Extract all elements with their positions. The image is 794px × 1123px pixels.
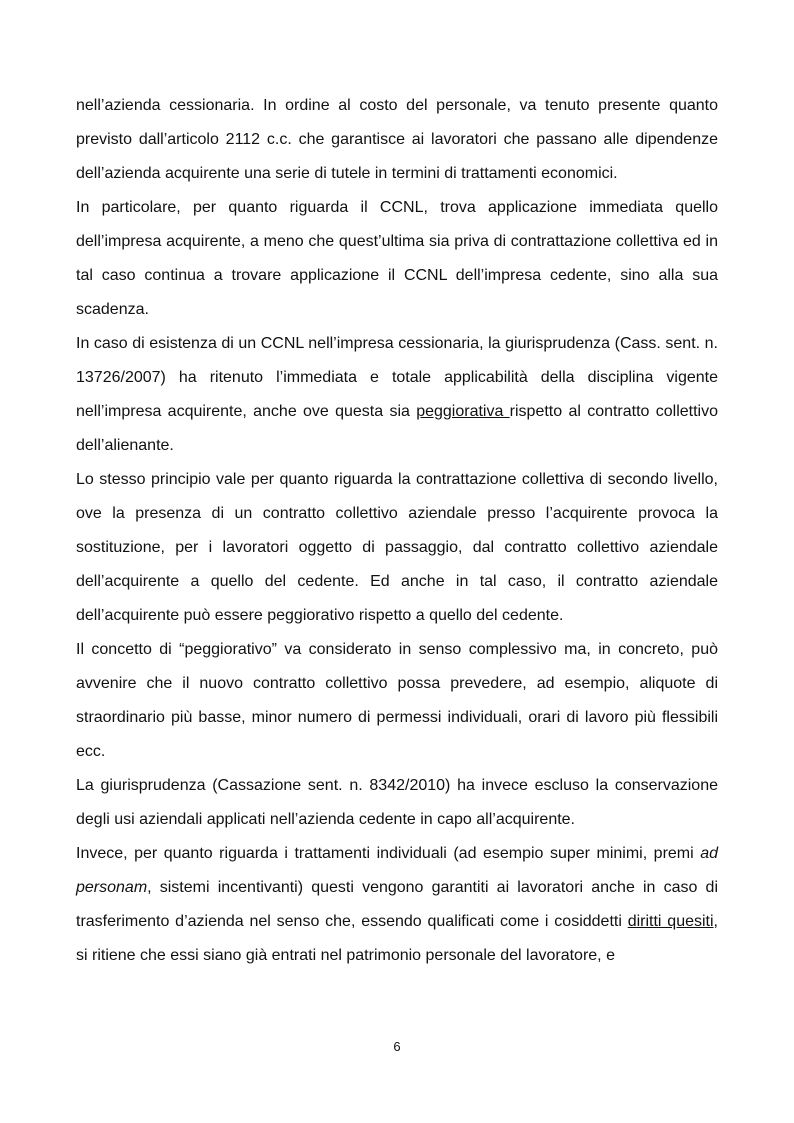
paragraph-5: Il concetto di “peggiorativo” va considerato in senso complessivo ma, in concreto, può avvenire che il nuovo contratto collettivo possa prevedere, ad esempio, aliquote di straordinario più basse, minor numero di permessi individuali, orari di lavoro più flessibili ecc. — [76, 641, 718, 760]
underlined-term-diritti-quesiti: diritti quesiti — [627, 913, 714, 930]
italic-term-ad-personam: ad personam — [76, 845, 718, 896]
paragraph-7-text-start: Invece, per quanto riguarda i trattamenti individuali (ad esempio super minimi, premi — [76, 845, 701, 862]
paragraph-3-text-start: In caso di esistenza di un CCNL nell’impresa cessionaria, la giurisprudenza (Cass. sent. n. 13726/2007) ha ritenuto l’immediata e totale applicabilità della disciplina vigente nell’impresa acquirente, anche ove questa sia — [76, 335, 718, 420]
paragraph-1: nell’azienda cessionaria. In ordine al costo del personale, va tenuto presente quanto previsto dall’articolo 2112 c.c. che garantisce ai lavoratori che passano alle dipendenze dell’azienda acquirente una serie di tutele in termini di trattamenti economici. — [76, 97, 718, 182]
paragraph-4: Lo stesso principio vale per quanto riguarda la contrattazione collettiva di secondo livello, ove la presenza di un contratto collettivo aziendale presso l’acquirente provoca la sostituzione, per i lavoratori oggetto di passaggio, dal contratto collettivo aziendale dell’acquirente a quello del cedente. Ed anche in tal caso, il contratto aziendale dell’acquirente può essere peggiorativo rispetto a quello del cedente. — [76, 471, 718, 624]
page-number: 6 — [393, 1039, 401, 1054]
underlined-term-peggiorativa: peggiorativa — [416, 403, 510, 420]
paragraph-7-text-middle: , sistemi incentivanti) questi vengono garantiti ai lavoratori anche in caso di trasferimento d’azienda nel senso che, essendo qualificati come i cosiddetti — [76, 879, 718, 930]
paragraph-6: La giurisprudenza (Cassazione sent. n. 8342/2010) ha invece escluso la conservazione degli usi aziendali applicati nell’azienda cedente in capo all’acquirente. — [76, 777, 718, 828]
paragraph-7 — [76, 837, 718, 973]
paragraph-7-text-end: , si ritiene che essi siano già entrati nel patrimonio personale del lavoratore, e — [76, 913, 718, 964]
paragraph-2: In particolare, per quanto riguarda il CCNL, trova applicazione immediata quello dell’impresa acquirente, a meno che quest’ultima sia priva di contrattazione collettiva ed in tal caso continua a trovare applicazione il CCNL dell’impresa cedente, sino alla sua scadenza. — [76, 199, 718, 318]
document-body — [76, 89, 718, 973]
paragraph-3 — [76, 327, 718, 463]
paragraph-3-text-end: rispetto al contratto collettivo dell’alienante. — [76, 403, 718, 454]
